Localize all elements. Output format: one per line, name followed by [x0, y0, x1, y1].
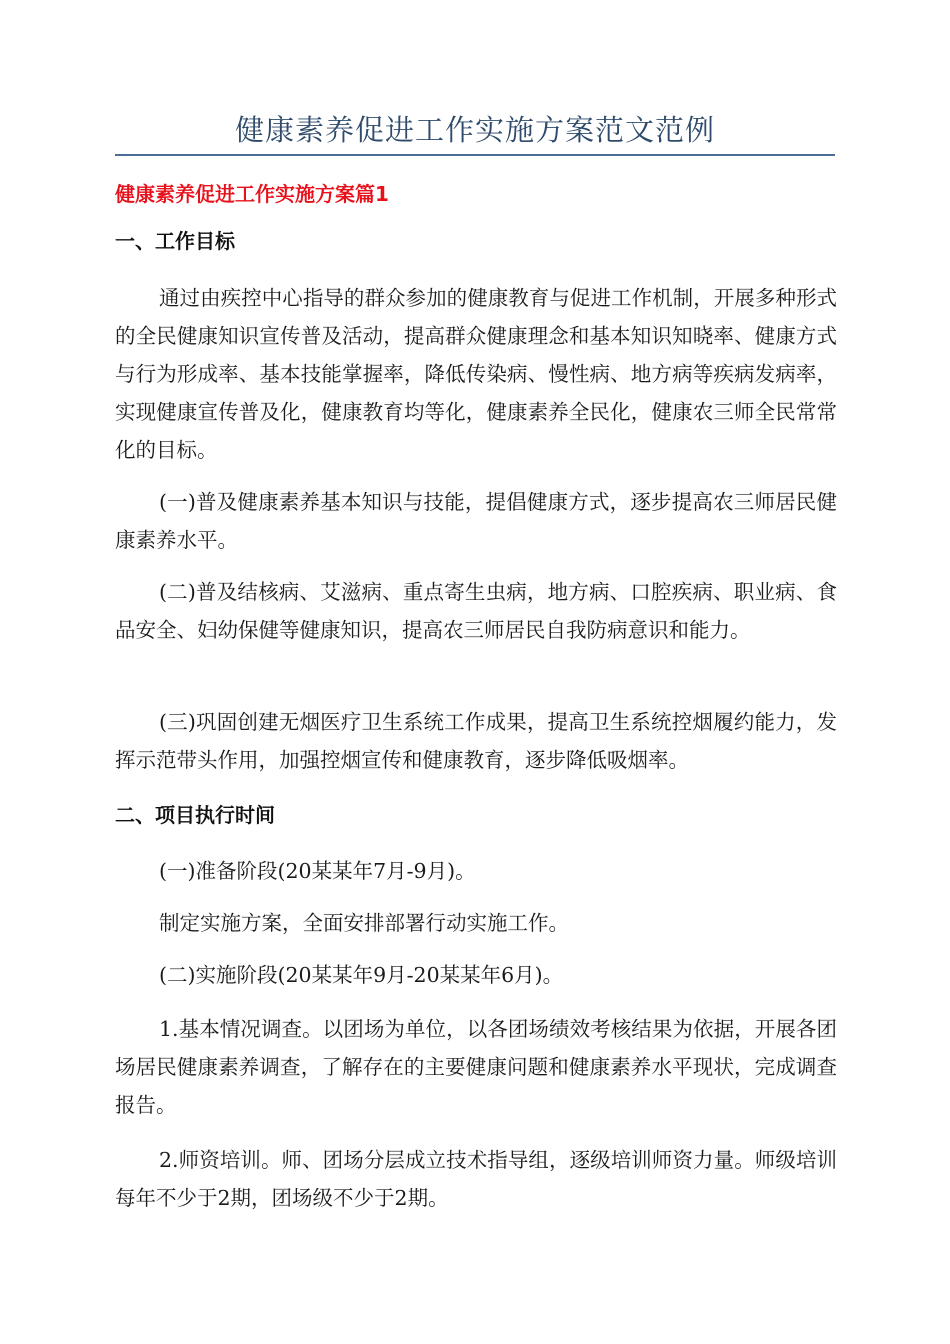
paragraph-goals-intro: 通过由疾控中心指导的群众参加的健康教育与促进工作机制，开展多种形式的全民健康知识宣传普及活动，提高群众健康理念和基本知识知晓率、健康方式与行为形成率、基本技能掌握率，降低传染病、慢性病、地方病等疾病发病率，实现健康宣传普及化，健康教育均等化，健康素养全民化，健康农三师全民常常化的目标。	[115, 286, 837, 462]
section-heading-goals: 一、工作目标	[115, 229, 235, 253]
paragraph-goal-3: (三)巩固创建无烟医疗卫生系统工作成果，提高卫生系统控烟履约能力，发挥示范带头作用，加强控烟宣传和健康教育，逐步降低吸烟率。	[115, 710, 837, 772]
paragraph-prep-detail: 制定实施方案，全面安排部署行动实施工作。	[159, 911, 569, 935]
paragraph-training: 2.师资培训。师、团场分层成立技术指导组，逐级培训师资力量。师级培训每年不少于2期，团场级不少于2期。	[115, 1148, 837, 1210]
paragraph-prep-stage: (一)准备阶段(20某某年7月-9月)。	[159, 859, 476, 883]
paragraph-survey: 1.基本情况调查。以团场为单位，以各团场绩效考核结果为依据，开展各团场居民健康素养调查，了解存在的主要健康问题和健康素养水平现状，完成调查报告。	[115, 1017, 837, 1117]
paragraph-goal-1: (一)普及健康素养基本知识与技能，提倡健康方式，逐步提高农三师居民健康素养水平。	[115, 490, 837, 552]
title-underline	[115, 154, 835, 156]
document-title: 健康素养促进工作实施方案范文范例	[234, 113, 715, 147]
paragraph-impl-stage: (二)实施阶段(20某某年9月-20某某年6月)。	[159, 963, 564, 987]
section-heading-schedule: 二、项目执行时间	[115, 803, 275, 827]
paragraph-goal-2: (二)普及结核病、艾滋病、重点寄生虫病，地方病、口腔疾病、职业病、食品安全、妇幼保健等健康知识，提高农三师居民自我防病意识和能力。	[115, 580, 837, 642]
article-heading: 健康素养促进工作实施方案篇1	[115, 182, 389, 206]
